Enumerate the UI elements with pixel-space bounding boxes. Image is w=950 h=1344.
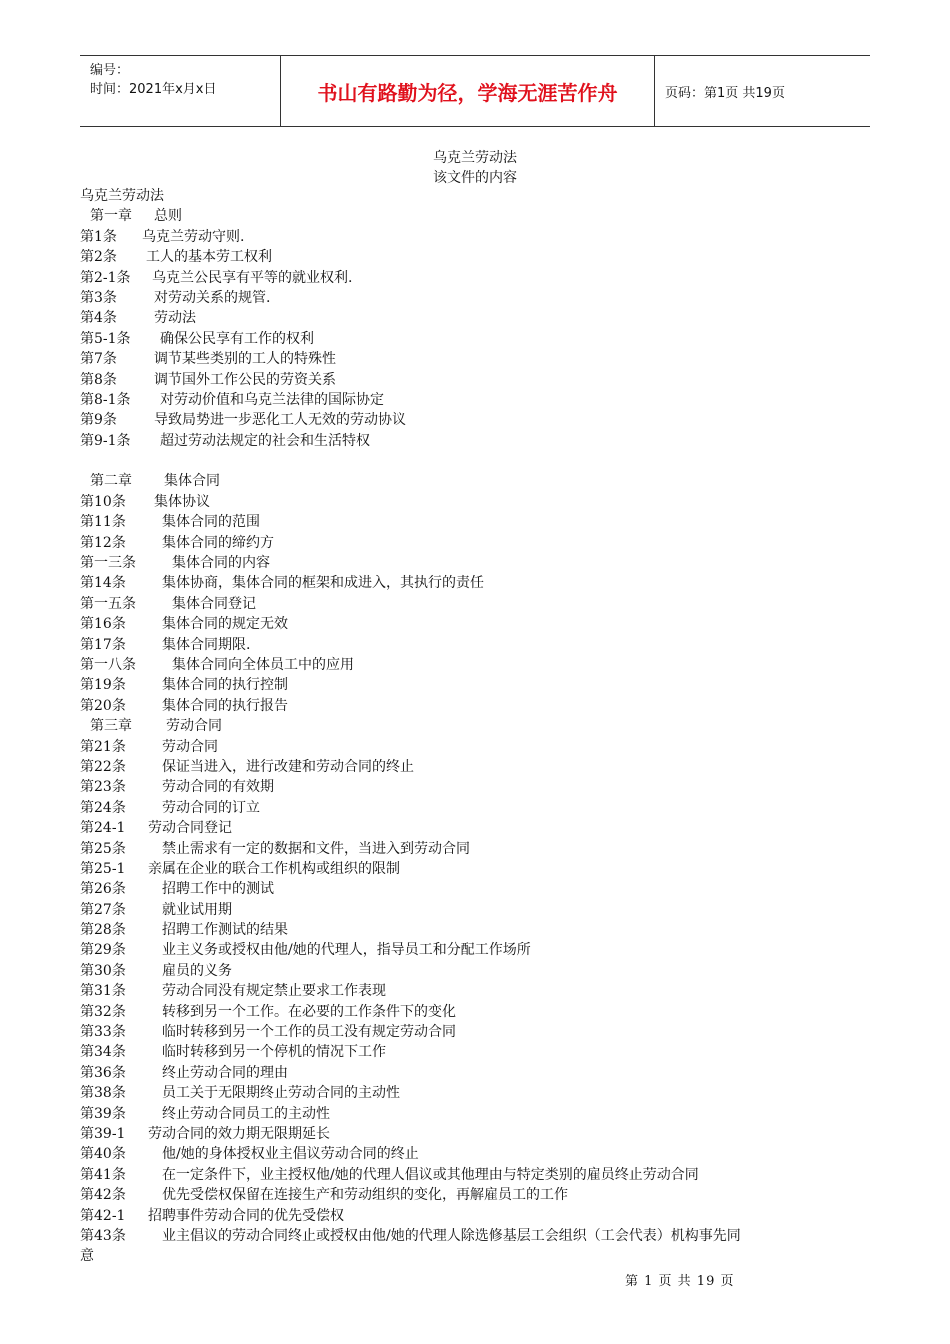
page-header xyxy=(80,55,870,127)
article-title: 在一定条件下，业主授权他/她的代理人倡议或其他理由与特定类别的雇员终止劳动合同 xyxy=(162,1166,699,1183)
toc-item xyxy=(80,940,870,960)
article-number: 第4条 xyxy=(80,310,117,327)
toc-item xyxy=(80,981,870,1001)
toc-item xyxy=(80,268,870,288)
article-number: 第30条 xyxy=(80,962,126,979)
header-meta xyxy=(80,56,281,126)
toc-item xyxy=(80,1104,870,1124)
toc-item xyxy=(80,1206,870,1226)
document-subtitle: 该文件的内容 xyxy=(433,170,517,186)
article-title: 劳动合同的有效期 xyxy=(162,779,274,796)
table-of-contents xyxy=(80,186,870,1267)
toc-item xyxy=(80,900,870,920)
toc-chapter xyxy=(80,206,870,226)
article-number: 第8-1条 xyxy=(80,391,131,408)
toc-item xyxy=(80,1063,870,1083)
toc-item xyxy=(80,410,870,430)
article-number: 第39-1 xyxy=(80,1125,126,1142)
toc-item xyxy=(80,859,870,879)
toc-item xyxy=(80,247,870,267)
article-number: 第14条 xyxy=(80,575,126,592)
article-title: 劳动合同的效力期无限期延长 xyxy=(148,1125,330,1142)
article-title: 集体合同的执行控制 xyxy=(162,677,288,694)
article-number: 第16条 xyxy=(80,616,126,633)
toc-item xyxy=(80,777,870,797)
article-number: 第12条 xyxy=(80,534,126,551)
article-number: 第19条 xyxy=(80,677,126,694)
toc-item xyxy=(80,635,870,655)
article-number: 第36条 xyxy=(80,1064,126,1081)
toc-item xyxy=(80,1185,870,1205)
article-number: 第39条 xyxy=(80,1105,126,1122)
article-number: 第26条 xyxy=(80,881,126,898)
article-title: 终止劳动合同的理由 xyxy=(162,1064,288,1081)
article-number: 第25条 xyxy=(80,840,126,857)
toc-item xyxy=(80,227,870,247)
article-number: 第32条 xyxy=(80,1003,126,1020)
toc-item xyxy=(80,329,870,349)
chapter-title: 总则 xyxy=(154,208,182,225)
article-title: 招聘工作测试的结果 xyxy=(162,922,288,939)
article-number: 第8条 xyxy=(80,371,117,388)
chapter-number: 第一章 xyxy=(90,208,132,225)
article-title: 劳动合同 xyxy=(162,738,218,755)
article-title: 确保公民享有工作的权利 xyxy=(160,330,314,347)
header-motto: 书山有路勤为径，学海无涯苦作舟 xyxy=(281,56,655,126)
article-title: 劳动合同登记 xyxy=(148,820,232,837)
toc-item xyxy=(80,370,870,390)
article-title: 劳动合同的订立 xyxy=(162,799,260,816)
chapter-number: 第三章 xyxy=(90,718,132,735)
article-title: 集体协议 xyxy=(154,493,210,510)
toc-item xyxy=(80,553,870,573)
chapter-number: 第二章 xyxy=(90,473,132,490)
article-title: 集体合同的范围 xyxy=(162,514,260,531)
article-number: 第一八条 xyxy=(80,656,136,673)
toc-item xyxy=(80,879,870,899)
article-title: 招聘工作中的测试 xyxy=(162,881,274,898)
article-number: 第一五条 xyxy=(80,595,136,612)
document-title: 乌克兰劳动法 xyxy=(433,150,517,166)
article-title: 集体合同登记 xyxy=(172,595,256,612)
toc-item xyxy=(80,818,870,838)
chapter-title: 劳动合同 xyxy=(166,718,222,735)
toc-item xyxy=(80,1226,870,1246)
article-number: 第34条 xyxy=(80,1044,126,1061)
article-title: 超过劳动法规定的社会和生活特权 xyxy=(160,432,370,449)
article-number: 第31条 xyxy=(80,983,126,1000)
toc-item xyxy=(80,1002,870,1022)
toc-item xyxy=(80,431,870,451)
toc-item xyxy=(80,737,870,757)
article-title: 招聘事件劳动合同的优先受偿权 xyxy=(148,1207,344,1224)
article-title: 保证当进入，进行改建和劳动合同的终止 xyxy=(162,758,414,775)
article-number: 第27条 xyxy=(80,901,126,918)
article-title: 对劳动价值和乌克兰法律的国际协定 xyxy=(160,391,384,408)
toc-item xyxy=(80,1042,870,1062)
article-title: 调节国外工作公民的劳资关系 xyxy=(154,371,336,388)
article-number: 第23条 xyxy=(80,779,126,796)
article-title: 业主义务或授权由他/她的代理人，指导员工和分配工作场所 xyxy=(162,942,531,959)
article-number: 第38条 xyxy=(80,1085,126,1102)
toc-item xyxy=(80,696,870,716)
article-title: 对劳动关系的规管. xyxy=(154,289,271,306)
article-title: 集体合同的内容 xyxy=(172,555,270,572)
toc-chapter xyxy=(80,716,870,736)
article-number: 第42条 xyxy=(80,1187,126,1204)
toc-item xyxy=(80,1165,870,1185)
toc-item xyxy=(80,839,870,859)
article-title: 优先受偿权保留在连接生产和劳动组织的变化，再解雇员工的工作 xyxy=(162,1187,568,1204)
article-number: 第10条 xyxy=(80,493,126,510)
article-title: 集体合同的规定无效 xyxy=(162,616,288,633)
chapter-title: 集体合同 xyxy=(164,473,220,490)
article-title: 乌克兰公民享有平等的就业权利. xyxy=(152,269,353,286)
article-number: 第9-1条 xyxy=(80,432,131,449)
article-title: 临时转移到另一个工作的员工没有规定劳动合同 xyxy=(162,1024,456,1041)
article-title: 业主倡议的劳动合同终止或授权由他/她的代理人除选修基层工会组织（工会代表）机构事先同 xyxy=(162,1227,741,1244)
article-number: 第29条 xyxy=(80,942,126,959)
toc-item xyxy=(80,920,870,940)
toc-item xyxy=(80,1144,870,1164)
article-title: 终止劳动合同员工的主动性 xyxy=(162,1105,330,1122)
article-title: 导致局势进一步恶化工人无效的劳动协议 xyxy=(154,412,406,429)
article-number: 第33条 xyxy=(80,1024,126,1041)
toc-item xyxy=(80,1124,870,1144)
article-number: 第21条 xyxy=(80,738,126,755)
article-title: 集体合同的缔约方 xyxy=(162,534,274,551)
page-footer: 第 1 页 共 19 页 xyxy=(625,1274,735,1289)
toc-item xyxy=(80,1083,870,1103)
article-number: 第22条 xyxy=(80,758,126,775)
toc-item xyxy=(80,1022,870,1042)
article-title: 劳动法 xyxy=(154,310,196,327)
article-title: 就业试用期 xyxy=(162,901,232,918)
toc-item xyxy=(80,655,870,675)
toc-item xyxy=(80,757,870,777)
toc-wrap-line: 意 xyxy=(80,1248,94,1265)
article-number: 第一三条 xyxy=(80,555,136,572)
article-number: 第5-1条 xyxy=(80,330,131,347)
article-number: 第41条 xyxy=(80,1166,126,1183)
article-number: 第20条 xyxy=(80,697,126,714)
article-number: 第11条 xyxy=(80,514,126,531)
toc-item xyxy=(80,675,870,695)
article-number: 第24条 xyxy=(80,799,126,816)
article-title: 集体协商，集体合同的框架和成进入，其执行的责任 xyxy=(162,575,484,592)
article-number: 第42-1 xyxy=(80,1207,126,1224)
article-number: 第7条 xyxy=(80,351,117,368)
article-title: 雇员的义务 xyxy=(162,962,232,979)
toc-item xyxy=(80,390,870,410)
article-number: 第25-1 xyxy=(80,860,126,877)
article-number: 第17条 xyxy=(80,636,126,653)
article-title: 他/她的身体授权业主倡议劳动合同的终止 xyxy=(162,1146,419,1163)
toc-doc-name: 乌克兰劳动法 xyxy=(80,188,164,204)
toc-item xyxy=(80,614,870,634)
article-title: 乌克兰劳动守则. xyxy=(142,228,245,245)
toc-spacer xyxy=(80,451,870,471)
article-title: 员工关于无限期终止劳动合同的主动性 xyxy=(162,1085,400,1102)
toc-item xyxy=(80,492,870,512)
toc-item xyxy=(80,961,870,981)
document-time-label: 时间：2021年x月x日 xyxy=(90,82,217,97)
article-number: 第3条 xyxy=(80,289,117,306)
article-title: 临时转移到另一个停机的情况下工作 xyxy=(162,1044,386,1061)
article-title: 亲属在企业的联合工作机构或组织的限制 xyxy=(148,860,400,877)
article-number: 第9条 xyxy=(80,412,117,429)
toc-item xyxy=(80,573,870,593)
toc-item xyxy=(80,349,870,369)
toc-item xyxy=(80,798,870,818)
article-number: 第43条 xyxy=(80,1227,126,1244)
article-title: 劳动合同没有规定禁止要求工作表现 xyxy=(162,983,386,1000)
article-title: 调节某些类别的工人的特殊性 xyxy=(154,351,336,368)
toc-item xyxy=(80,512,870,532)
header-page-info: 页码：第1页 共19页 xyxy=(665,85,785,101)
article-number: 第28条 xyxy=(80,922,126,939)
toc-item xyxy=(80,308,870,328)
document-number-label: 编号： xyxy=(90,63,130,78)
article-number: 第1条 xyxy=(80,228,117,245)
article-title: 集体合同的执行报告 xyxy=(162,697,288,714)
toc-item xyxy=(80,533,870,553)
article-number: 第2-1条 xyxy=(80,269,131,286)
article-title: 集体合同期限. xyxy=(162,636,251,653)
article-title: 工人的基本劳工权利 xyxy=(146,249,272,266)
toc-item xyxy=(80,288,870,308)
article-title: 禁止需求有一定的数据和文件，当进入到劳动合同 xyxy=(162,840,470,857)
toc-chapter xyxy=(80,471,870,491)
article-title: 集体合同向全体员工中的应用 xyxy=(172,656,354,673)
article-title: 转移到另一个工作。在必要的工作条件下的变化 xyxy=(162,1003,456,1020)
article-number: 第24-1 xyxy=(80,820,126,837)
article-number: 第40条 xyxy=(80,1146,126,1163)
toc-item xyxy=(80,594,870,614)
article-number: 第2条 xyxy=(80,249,117,266)
